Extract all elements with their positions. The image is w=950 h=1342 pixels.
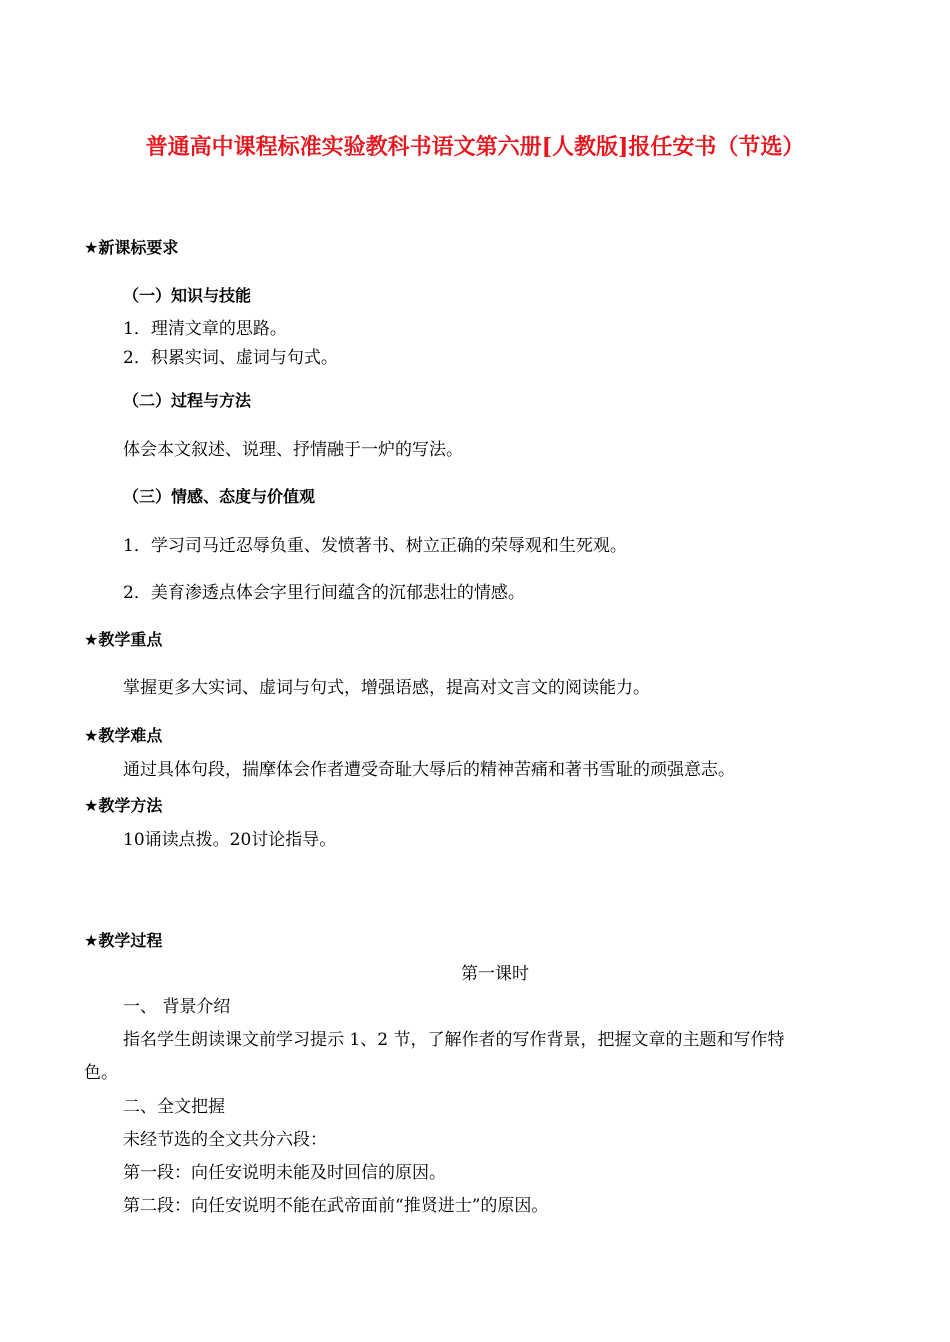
list-item: 第二段：向任安说明不能在武帝面前“推贤进士”的原因。 bbox=[123, 1196, 549, 1216]
subheading-knowledge-skills: （一）知识与技能 bbox=[123, 286, 252, 305]
paragraph: 10诵读点拨。20讨论指导。 bbox=[123, 830, 337, 850]
heading-methods: ★教学方法 bbox=[84, 796, 163, 815]
list-item: 1．学习司马迁忍辱负重、发愤著书、树立正确的荣辱观和生死观。 bbox=[123, 536, 627, 556]
list-item: 2．积累实词、虚词与句式。 bbox=[123, 348, 338, 368]
document-title: 普通高中课程标准实验教科书语文第六册[人教版]报任安书（节选） bbox=[145, 134, 805, 160]
paragraph: 指名学生朗读课文前学习提示 1、2 节，了解作者的写作背景，把握文章的主题和写作特 bbox=[123, 1030, 785, 1050]
lesson-title: 第一课时 bbox=[461, 964, 529, 984]
paragraph: 体会本文叙述、说理、抒情融于一炉的写法。 bbox=[123, 440, 463, 460]
heading-difficulties: ★教学难点 bbox=[84, 726, 163, 745]
paragraph: 未经节选的全文共分六段： bbox=[123, 1130, 327, 1150]
paragraph: 色。 bbox=[84, 1063, 118, 1083]
list-item: 2．美育渗透点体会字里行间蕴含的沉郁悲壮的情感。 bbox=[123, 583, 525, 603]
heading-process: ★教学过程 bbox=[84, 931, 163, 950]
heading-requirements: ★新课标要求 bbox=[84, 238, 179, 257]
subheading-emotions-values: （三）情感、态度与价值观 bbox=[123, 487, 316, 506]
paragraph: 掌握更多大实词、虚词与句式，增强语感，提高对文言文的阅读能力。 bbox=[123, 678, 650, 698]
step-heading: 一、 背景介绍 bbox=[123, 997, 231, 1017]
list-item: 1．理清文章的思路。 bbox=[123, 319, 287, 339]
step-heading: 二、全文把握 bbox=[123, 1097, 225, 1117]
paragraph: 通过具体句段，揣摩体会作者遭受奇耻大辱后的精神苦痛和著书雪耻的顽强意志。 bbox=[123, 760, 735, 780]
heading-key-points: ★教学重点 bbox=[84, 630, 163, 649]
list-item: 第一段：向任安说明未能及时回信的原因。 bbox=[123, 1163, 446, 1183]
subheading-process-methods: （二）过程与方法 bbox=[123, 391, 252, 410]
